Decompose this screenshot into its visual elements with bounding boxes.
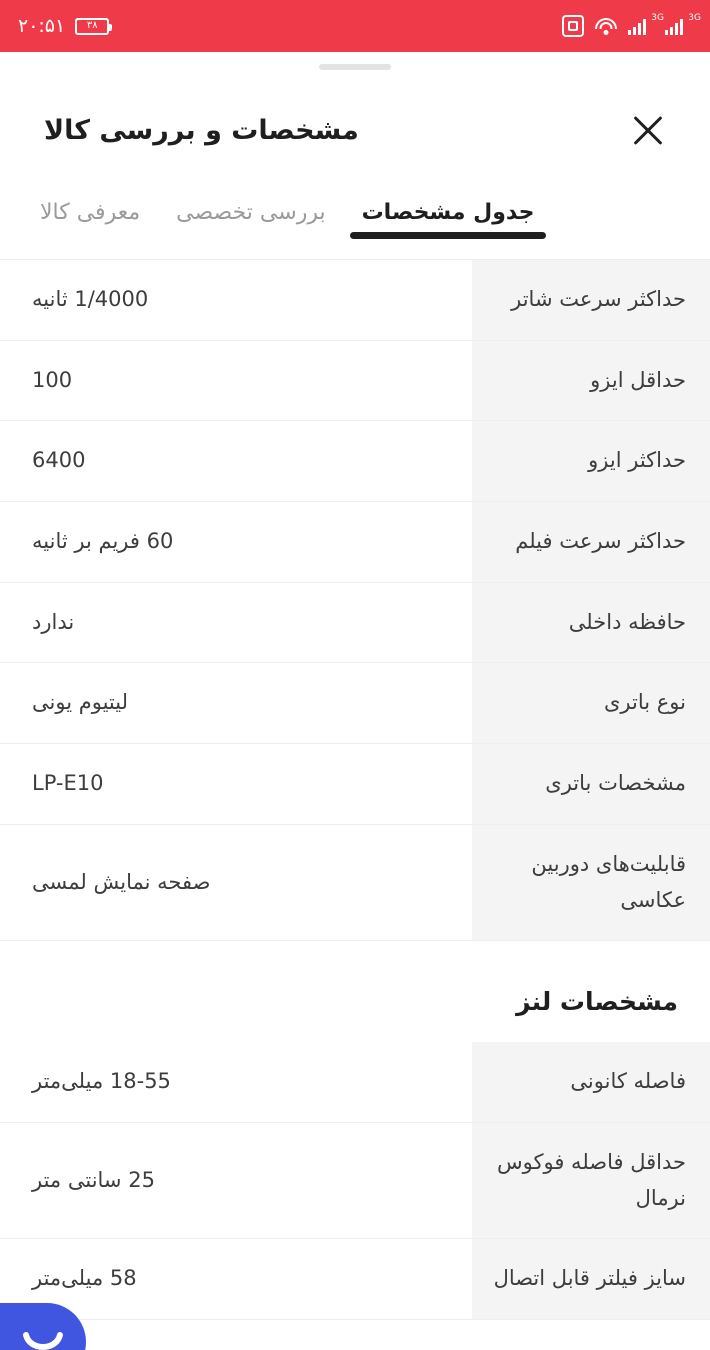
chat-smile-icon — [20, 1327, 66, 1350]
tab-active-indicator — [350, 232, 547, 239]
network-type-label-2: 3G — [688, 13, 701, 23]
spec-value: لیتیوم یونی — [0, 663, 472, 744]
spec-content-scroll[interactable] — [0, 260, 710, 1350]
spec-key: حداکثر ایزو — [472, 421, 710, 502]
tab-label: معرفی کالا — [40, 200, 141, 225]
page-title: مشخصات و بررسی کالا — [44, 114, 359, 146]
spec-key: حداقل فاصله فوکوس نرمال — [472, 1122, 710, 1238]
lens-spec-table — [0, 1042, 710, 1320]
sheet-header — [0, 82, 710, 178]
table-row — [0, 824, 710, 940]
spec-value: 58 میلی‌متر — [0, 1239, 472, 1320]
bottom-sheet-handle-area[interactable] — [0, 52, 710, 82]
table-row — [0, 1239, 710, 1320]
spec-value: 18-55 میلی‌متر — [0, 1042, 472, 1122]
spec-key: حافظه داخلی — [472, 582, 710, 663]
spec-key: حداکثر سرعت شاتر — [472, 260, 710, 340]
network-type-label-1: 3G — [651, 13, 664, 23]
status-bar-right — [562, 13, 701, 37]
table-row — [0, 260, 710, 340]
section-title-lens: مشخصات لنز — [516, 987, 678, 1017]
status-bar-left — [18, 15, 109, 37]
table-row — [0, 582, 710, 663]
tab-label: جدول مشخصات — [361, 200, 535, 225]
close-icon[interactable] — [626, 108, 670, 152]
sim-card-icon — [562, 15, 584, 37]
battery-icon — [75, 18, 109, 35]
signal-icon-1 — [628, 13, 664, 35]
tab-product-intro[interactable] — [22, 192, 158, 225]
signal-icon-2 — [665, 13, 701, 35]
table-row — [0, 421, 710, 502]
spec-value: LP-E10 — [0, 744, 472, 825]
tab-expert-review[interactable] — [158, 192, 343, 225]
table-row — [0, 663, 710, 744]
tab-spec-table[interactable] — [344, 192, 553, 225]
spec-value: 6400 — [0, 421, 472, 502]
spec-key: حداقل ایزو — [472, 340, 710, 421]
wifi-icon — [594, 17, 618, 35]
table-row — [0, 1122, 710, 1238]
tab-bar — [0, 178, 710, 260]
spec-key: حداکثر سرعت فیلم — [472, 502, 710, 583]
table-row — [0, 1042, 710, 1122]
tab-label: بررسی تخصصی — [176, 200, 326, 225]
spec-key: قابلیت‌های دوربین عکاسی — [472, 824, 710, 940]
spec-value: 60 فریم بر ثانیه — [0, 502, 472, 583]
table-row — [0, 744, 710, 825]
spec-value: ندارد — [0, 582, 472, 663]
spec-key: فاصله کانونی — [472, 1042, 710, 1122]
spec-key: سایز فیلتر قابل اتصال — [472, 1239, 710, 1320]
status-clock: ۲۰:۵۱ — [18, 15, 66, 37]
camera-spec-table — [0, 260, 710, 941]
spec-value: صفحه نمایش لمسی — [0, 824, 472, 940]
table-row — [0, 502, 710, 583]
spec-value: 1/4000 ثانیه — [0, 260, 472, 340]
table-row — [0, 340, 710, 421]
spec-key: نوع باتری — [472, 663, 710, 744]
battery-level-label: ۳۸ — [86, 20, 98, 31]
spec-key: مشخصات باتری — [472, 744, 710, 825]
status-bar — [0, 0, 710, 52]
drag-handle[interactable] — [319, 64, 391, 70]
spec-value: 100 — [0, 340, 472, 421]
spec-value: 25 سانتی متر — [0, 1122, 472, 1238]
